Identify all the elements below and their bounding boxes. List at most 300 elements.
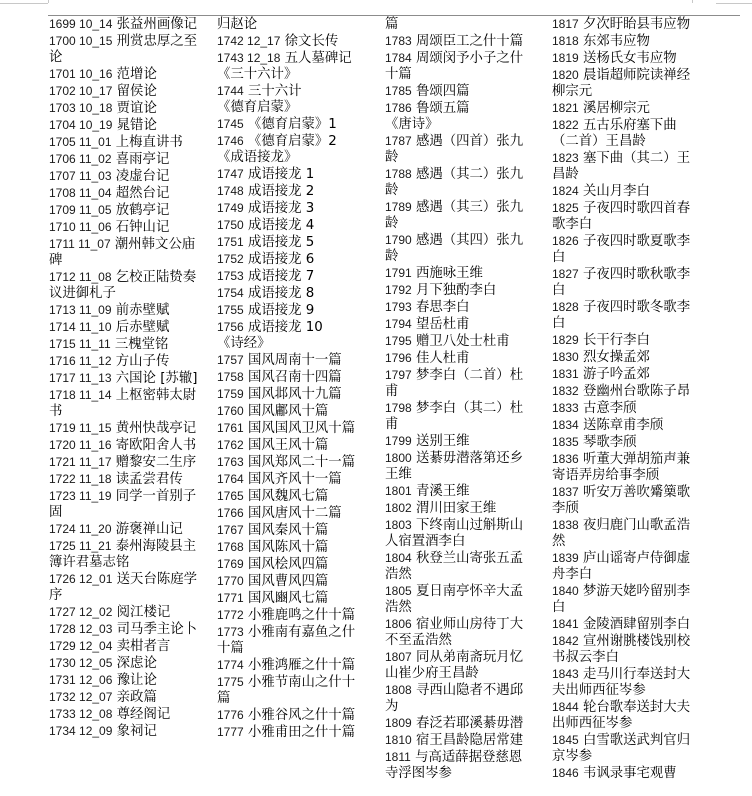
entry-number: 1699 10_14 xyxy=(49,17,113,31)
list-item xyxy=(552,616,702,633)
list-item xyxy=(385,265,535,282)
entry-title: 亲政篇 xyxy=(116,690,157,705)
entry-title: 潮州韩文公庙碑 xyxy=(49,237,196,268)
entry-number: 1747 xyxy=(217,167,244,181)
entry-title: 成语接龙 2 xyxy=(247,184,315,199)
list-item xyxy=(49,236,199,269)
entry-number: 1712 11_08 xyxy=(49,270,112,284)
entry-title: 感遇（其三）张九龄 xyxy=(385,200,524,231)
list-item xyxy=(385,299,535,316)
entry-number: 1759 xyxy=(217,387,244,401)
entry-number: 1821 xyxy=(552,101,579,115)
entry-number: 1838 xyxy=(552,518,579,532)
entry-number: 1837 xyxy=(552,485,579,499)
entry-title: 周颂闵予小子之什十篇 xyxy=(385,51,524,82)
entry-title: 庐山谣寄卢侍御虚舟李白 xyxy=(552,551,691,582)
list-item xyxy=(49,689,199,706)
list-item xyxy=(385,583,535,616)
list-item xyxy=(49,655,199,672)
list-item xyxy=(552,266,702,299)
list-item xyxy=(49,471,199,488)
entry-title: 石钟山记 xyxy=(115,220,170,235)
entry-title: 成语接龙 1 xyxy=(247,167,315,182)
entry-number: 1822 xyxy=(552,118,579,132)
list-item xyxy=(49,219,199,236)
entry-number: 1833 xyxy=(552,401,579,415)
list-item xyxy=(217,657,367,674)
entry-title: 国风国风卫风十篇 xyxy=(247,421,356,436)
list-item xyxy=(552,67,702,100)
entry-number: 1803 xyxy=(385,518,412,532)
list-item xyxy=(49,706,199,723)
entry-number: 1733 12_08 xyxy=(49,707,113,721)
section-heading: 《唐诗》 xyxy=(385,117,439,132)
entry-number: 1773 xyxy=(217,625,244,639)
list-item xyxy=(49,134,199,151)
entry-number: 1758 xyxy=(217,370,244,384)
list-item xyxy=(385,16,535,33)
entry-title: 范增论 xyxy=(116,67,157,82)
list-item xyxy=(385,500,535,517)
list-item xyxy=(49,33,199,66)
entry-title: 国风唐风十二篇 xyxy=(247,506,342,521)
list-item xyxy=(552,400,702,417)
entry-title: 感遇（四首）张九龄 xyxy=(385,134,524,165)
list-item xyxy=(217,522,367,539)
list-item xyxy=(217,83,367,100)
entry-title: 梦李白（二首）杜甫 xyxy=(385,368,524,399)
entry-number: 1706 11_02 xyxy=(49,152,112,166)
entry-title: 赠卫八处士杜甫 xyxy=(415,334,510,349)
entry-title: 溪居柳宗元 xyxy=(582,101,650,116)
entry-title: 后赤壁赋 xyxy=(115,320,170,335)
list-item xyxy=(552,183,702,200)
entry-title: 夜归鹿门山歌孟浩然 xyxy=(552,518,691,549)
column-4 xyxy=(552,16,702,796)
entry-number: 1830 xyxy=(552,350,579,364)
list-item xyxy=(385,450,535,483)
list-item xyxy=(217,285,367,302)
list-item xyxy=(552,633,702,666)
list-item xyxy=(49,604,199,621)
entry-title: 《德育启蒙》2 xyxy=(247,134,337,149)
entry-number: 1751 xyxy=(217,235,244,249)
entry-title: 超然台记 xyxy=(115,186,170,201)
list-item xyxy=(385,616,535,649)
list-item xyxy=(552,765,702,782)
list-item xyxy=(217,268,367,285)
list-item xyxy=(385,50,535,83)
entry-title: 阅江楼记 xyxy=(116,605,171,620)
entry-title: 小雅鸿雁之什十篇 xyxy=(247,658,356,673)
entry-title: 送陈章甫李颀 xyxy=(582,418,664,433)
entry-title: 同从弟南斋玩月忆山崔少府王昌龄 xyxy=(385,650,524,681)
entry-title: 感遇（其二）张九龄 xyxy=(385,167,524,198)
section-heading: 《成语接龙》 xyxy=(217,150,298,165)
entry-title: 小雅节南山之什十篇 xyxy=(217,675,356,706)
list-item xyxy=(552,451,702,484)
entry-number: 1786 xyxy=(385,101,412,115)
entry-number: 1734 12_09 xyxy=(49,724,113,738)
entry-number: 1746 xyxy=(217,134,244,148)
list-item xyxy=(217,437,367,454)
entry-number: 1769 xyxy=(217,557,244,571)
entry-title: 留侯论 xyxy=(116,84,157,99)
entry-number: 1789 xyxy=(385,200,412,214)
entry-number: 1745 xyxy=(217,117,244,131)
entry-number: 1784 xyxy=(385,51,412,65)
entry-title: 三十六计 xyxy=(247,84,302,99)
list-item xyxy=(49,370,199,387)
list-item xyxy=(49,420,199,437)
entry-title: 听董大弹胡笳声兼寄语弄房给事李颀 xyxy=(552,452,691,483)
entry-title: 六国论 [苏辙] xyxy=(115,371,198,386)
entry-title: 长干行李白 xyxy=(582,333,650,348)
entry-title: 古意李颀 xyxy=(582,401,637,416)
entry-title: 小雅南有嘉鱼之什十篇 xyxy=(217,625,356,656)
list-item xyxy=(552,200,702,233)
list-item xyxy=(385,350,535,367)
entry-number: 1841 xyxy=(552,617,579,631)
list-item xyxy=(217,33,367,50)
entry-title: 尊经阁记 xyxy=(116,707,171,722)
list-item xyxy=(49,488,199,521)
list-item xyxy=(49,185,199,202)
entry-title: 周颂臣工之什十篇 xyxy=(415,34,524,49)
entry-number: 1792 xyxy=(385,283,412,297)
list-item xyxy=(552,550,702,583)
list-item xyxy=(217,454,367,471)
entry-number: 1794 xyxy=(385,317,412,331)
list-item xyxy=(385,100,535,117)
entry-number: 1808 xyxy=(385,683,412,697)
entry-number: 1764 xyxy=(217,472,244,486)
list-item xyxy=(552,100,702,117)
list-item xyxy=(552,434,702,451)
entry-title: 刑赏忠厚之至论 xyxy=(49,34,198,65)
entry-number: 1783 xyxy=(385,34,412,48)
entry-title: 寻西山隐者不遇邱为 xyxy=(385,683,524,714)
list-item xyxy=(217,505,367,522)
entry-number: 1839 xyxy=(552,551,579,565)
entry-title: 琴歌李颀 xyxy=(582,435,637,450)
list-item xyxy=(49,16,199,33)
entry-title: 小雅甫田之什十篇 xyxy=(247,725,356,740)
entry-title: 贾谊论 xyxy=(116,101,157,116)
section-heading: 《德育启蒙》 xyxy=(217,100,298,115)
entry-number: 1828 xyxy=(552,300,579,314)
entry-number: 1785 xyxy=(385,84,412,98)
list-item xyxy=(217,488,367,505)
entry-title: 国风周南十一篇 xyxy=(247,353,342,368)
entry-number: 1824 xyxy=(552,184,579,198)
list-item xyxy=(552,732,702,765)
entry-number: 1713 11_09 xyxy=(49,303,112,317)
entry-number: 1797 xyxy=(385,368,412,382)
entry-number: 1825 xyxy=(552,201,579,215)
entry-number: 1755 xyxy=(217,303,244,317)
entry-number: 1774 xyxy=(217,658,244,672)
list-item xyxy=(217,133,367,150)
list-item xyxy=(385,715,535,732)
entry-title: 泰州海陵县主簿许君墓志铭 xyxy=(49,539,197,570)
entry-number: 1707 11_03 xyxy=(49,169,112,183)
entry-number: 1832 xyxy=(552,384,579,398)
entry-title: 国风曹风四篇 xyxy=(247,574,329,589)
entry-title: 成语接龙 7 xyxy=(247,269,315,284)
list-item xyxy=(385,166,535,199)
list-item xyxy=(385,133,535,166)
entry-number: 1827 xyxy=(552,267,579,281)
column-3 xyxy=(385,16,535,796)
list-item xyxy=(217,302,367,319)
list-item xyxy=(385,649,535,682)
entry-number: 1705 11_01 xyxy=(49,135,112,149)
entry-title: 送别王维 xyxy=(415,434,470,449)
list-item xyxy=(385,483,535,500)
list-item xyxy=(217,217,367,234)
column-2 xyxy=(217,16,367,796)
entry-number: 1726 12_01 xyxy=(49,572,113,586)
entry-number: 1754 xyxy=(217,286,244,300)
entry-number: 1844 xyxy=(552,700,579,714)
list-item xyxy=(49,336,199,353)
entry-title: 徐文长传 xyxy=(284,34,339,49)
entry-number: 1700 10_15 xyxy=(49,34,113,48)
list-item xyxy=(49,66,199,83)
entry-title: 五人墓碑记 xyxy=(284,51,352,66)
entry-number: 1721 11_17 xyxy=(49,455,112,469)
list-item xyxy=(385,400,535,433)
entry-title: 子夜四时歌秋歌李白 xyxy=(552,267,691,298)
list-item xyxy=(49,621,199,638)
entry-title: 乞校正陆贽奏议进御札子 xyxy=(49,270,197,301)
entry-number: 1846 xyxy=(552,766,579,780)
entry-number: 1826 xyxy=(552,234,579,248)
entry-title: 国风秦风十篇 xyxy=(247,523,329,538)
entry-number: 1807 xyxy=(385,650,412,664)
entry-number: 1818 xyxy=(552,34,579,48)
entry-title: 走马川行奉送封大夫出师西征岑参 xyxy=(552,667,691,698)
entry-number: 1791 xyxy=(385,266,412,280)
entry-title: 与高适薛据登慈恩寺浮图岑参 xyxy=(385,750,523,781)
entry-number: 1718 11_14 xyxy=(49,388,112,402)
entry-number: 1728 12_03 xyxy=(49,622,113,636)
entry-title: 子夜四时歌四首春歌李白 xyxy=(552,201,691,232)
entry-number: 1743 12_18 xyxy=(217,51,281,65)
entry-title: 国风王风十篇 xyxy=(247,438,329,453)
entry-title: 国风郑风二十一篇 xyxy=(247,455,356,470)
entry-number: 1806 xyxy=(385,617,412,631)
entry-number: 1840 xyxy=(552,584,579,598)
entry-number: 1704 10_19 xyxy=(49,118,113,132)
entry-title: 三槐堂铭 xyxy=(114,337,169,352)
list-item xyxy=(49,202,199,219)
crop-mark-top-left xyxy=(0,2,48,4)
crop-mark-top-left-vertical xyxy=(48,0,50,3)
entry-number: 1787 xyxy=(385,134,412,148)
entry-number: 1800 xyxy=(385,451,412,465)
entry-title: 成语接龙 5 xyxy=(247,235,315,250)
list-item xyxy=(49,269,199,302)
entry-number: 1788 xyxy=(385,167,412,181)
list-item xyxy=(49,672,199,689)
entry-title: 喜雨亭记 xyxy=(115,152,170,167)
entry-number: 1717 11_13 xyxy=(49,371,112,385)
entry-number: 1702 10_17 xyxy=(49,84,113,98)
entry-number: 1723 11_19 xyxy=(49,489,112,503)
crop-mark-top-right-vertical xyxy=(692,0,694,3)
list-item xyxy=(217,166,367,183)
list-item xyxy=(552,117,702,150)
entry-title: 方山子传 xyxy=(115,354,170,369)
entry-number: 1760 xyxy=(217,404,244,418)
list-item xyxy=(217,200,367,217)
list-item xyxy=(217,471,367,488)
list-item xyxy=(217,369,367,386)
list-item xyxy=(552,33,702,50)
list-item xyxy=(49,638,199,655)
entry-title: 游褒禅山记 xyxy=(115,522,183,537)
entry-number: 1752 xyxy=(217,252,244,266)
list-item xyxy=(217,386,367,403)
list-item xyxy=(217,234,367,251)
list-item xyxy=(217,251,367,268)
entry-title: 寄欧阳舍人书 xyxy=(115,438,197,453)
entry-number: 1762 xyxy=(217,438,244,452)
entry-title: 读孟尝君传 xyxy=(115,472,183,487)
entry-number: 1843 xyxy=(552,667,579,681)
entry-title: 月下独酌李白 xyxy=(415,283,497,298)
entry-number: 1720 11_16 xyxy=(49,438,112,452)
entry-title: 梦游天姥吟留别李白 xyxy=(552,584,691,615)
list-item xyxy=(552,383,702,400)
list-item xyxy=(49,100,199,117)
entry-number: 1766 xyxy=(217,506,244,520)
entry-number: 1763 xyxy=(217,455,244,469)
entry-number: 1714 11_10 xyxy=(49,320,112,334)
entry-number: 1703 10_18 xyxy=(49,101,113,115)
list-item xyxy=(49,521,199,538)
list-item xyxy=(552,417,702,434)
list-item xyxy=(217,707,367,724)
entry-number: 1744 xyxy=(217,84,244,98)
entry-number: 1801 xyxy=(385,484,412,498)
entry-title: 望岳杜甫 xyxy=(415,317,470,332)
list-item xyxy=(217,724,367,741)
entry-number: 1727 12_02 xyxy=(49,605,113,619)
entry-title: 宿王昌龄隐居常建 xyxy=(415,733,524,748)
entry-title: 西施咏王维 xyxy=(415,266,483,281)
entry-number: 1732 12_07 xyxy=(49,690,113,704)
entry-title: 子夜四时歌夏歌李白 xyxy=(552,234,691,265)
entry-title: 游子吟孟郊 xyxy=(582,367,650,382)
entry-number: 1811 xyxy=(385,750,411,764)
list-item xyxy=(552,517,702,550)
list-item xyxy=(49,319,199,336)
entry-title: 鲁颂四篇 xyxy=(415,84,470,99)
entry-number: 1757 xyxy=(217,353,244,367)
entry-title: 国风豳风七篇 xyxy=(247,591,329,606)
entry-title: 卖柑者言 xyxy=(116,639,171,654)
list-item xyxy=(385,33,535,50)
entry-title: 归赵论 xyxy=(217,17,258,32)
entry-title: 成语接龙 3 xyxy=(247,201,315,216)
entry-number: 1742 12_17 xyxy=(217,34,281,48)
entry-title: 子夜四时歌冬歌李白 xyxy=(552,300,691,331)
entry-title: 登幽州台歌陈子昂 xyxy=(582,384,691,399)
entry-number: 1716 11_12 xyxy=(49,354,112,368)
entry-title: 渭川田家王维 xyxy=(415,501,497,516)
entry-number: 1765 xyxy=(217,489,244,503)
column-1 xyxy=(49,16,199,796)
list-item xyxy=(552,150,702,183)
entry-title: 国风陈风十篇 xyxy=(247,540,329,555)
entry-number: 1775 xyxy=(217,675,244,689)
list-item xyxy=(49,151,199,168)
entry-title: 五古乐府塞下曲（二首）王昌龄 xyxy=(552,118,677,149)
entry-number: 1748 xyxy=(217,184,244,198)
list-item xyxy=(217,590,367,607)
entry-number: 1731 12_06 xyxy=(49,673,113,687)
entry-number: 1836 xyxy=(552,452,579,466)
list-item xyxy=(217,607,367,624)
entry-title: 韦讽录事宅观曹 xyxy=(582,766,677,781)
list-item xyxy=(385,199,535,232)
entry-number: 1772 xyxy=(217,608,244,622)
list-item xyxy=(385,367,535,400)
entry-title: 凌虚台记 xyxy=(115,169,170,184)
entry-number: 1761 xyxy=(217,421,244,435)
entry-number: 1749 xyxy=(217,201,244,215)
list-item xyxy=(385,732,535,749)
entry-number: 1724 11_20 xyxy=(49,522,112,536)
list-item xyxy=(552,299,702,332)
list-item xyxy=(552,16,702,33)
entry-number: 1845 xyxy=(552,733,579,747)
entry-title: 成语接龙 10 xyxy=(247,320,323,335)
entry-number: 1798 xyxy=(385,401,412,415)
entry-number: 1767 xyxy=(217,523,244,537)
entry-title: 送杨氏女韦应物 xyxy=(582,51,677,66)
entry-number: 1823 xyxy=(552,151,579,165)
section-heading: 《三十六计》 xyxy=(217,67,298,82)
entry-title: 佳人杜甫 xyxy=(415,351,470,366)
entry-title: 送綦毋潜落第还乡王维 xyxy=(385,451,524,482)
entry-title: 象祠记 xyxy=(116,724,157,739)
entry-number: 1753 xyxy=(217,269,244,283)
entry-title: 成语接龙 8 xyxy=(247,286,315,301)
entry-title: 成语接龙 9 xyxy=(247,303,315,318)
list-item xyxy=(217,624,367,657)
list-item xyxy=(217,539,367,556)
entry-number: 1802 xyxy=(385,501,412,515)
list-item xyxy=(552,366,702,383)
entry-title: 宣州谢朓楼饯别校书叔云李白 xyxy=(552,634,691,665)
entry-title: 小雅谷风之什十篇 xyxy=(247,708,356,723)
entry-title: 东郊韦应物 xyxy=(582,34,650,49)
entry-number: 1809 xyxy=(385,716,412,730)
entry-title: 国风鄘风十篇 xyxy=(247,404,329,419)
list-item xyxy=(217,556,367,573)
entry-title: 豫让论 xyxy=(116,673,157,688)
entry-number: 1799 xyxy=(385,434,412,448)
entry-title: 感遇（其四）张九龄 xyxy=(385,233,524,264)
entry-number: 1819 xyxy=(552,51,579,65)
list-item xyxy=(552,332,702,349)
entry-number: 1711 11_07 xyxy=(49,237,111,251)
entry-number: 1768 xyxy=(217,540,244,554)
